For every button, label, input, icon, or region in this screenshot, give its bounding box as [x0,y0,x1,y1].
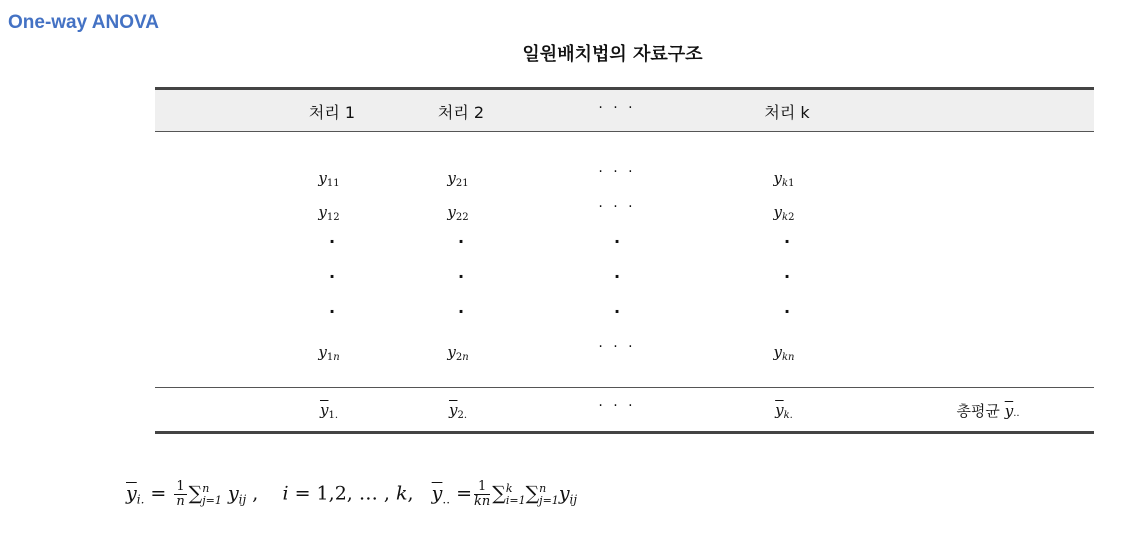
header-treatment-1: 처리 1 [308,103,356,122]
header-treatment-2: 처리 2 [437,103,485,122]
cell-vdots: · [457,267,465,286]
cell-vdots: · [328,267,336,286]
cell-ykn: $y_{kn}$ [773,343,795,363]
formula: $\overline{y}_{i.}$ = $\frac{1}{n}$ ∑ n j=1 $y_{ij}$ , i = 1,2, … , k, $\overline{y}_{..}$ = $\frac{1}{kn}$ ∑ k i=1 ∑ n j=1 $y_{ij}$ [126,479,578,509]
cell-vdots: · [783,267,791,286]
mean-yk: $\overline{y}_{k.}$ [775,401,793,421]
grand-mean-symbol: $\overline{y}$ [1004,402,1014,420]
means-rule [155,387,1094,388]
cell-yk1: $y_{k1}$ [773,169,795,189]
cell-y11: $y_{11}$ [318,169,340,189]
cell-ellipsis: · · · [598,339,636,355]
mean-y1: $\overline{y}_{1.}$ [319,401,339,421]
cell-vdots: · [457,302,465,321]
cell-vdots: · [613,302,621,321]
cell-vdots: · [783,232,791,251]
cell-vdots: · [328,232,336,251]
header-ellipsis: · · · [598,100,636,116]
cell-yk2: $y_{k2}$ [773,203,795,223]
cell-y2n: $y_{2n}$ [447,343,469,363]
header-rule [155,131,1094,132]
cell-vdots: · [783,302,791,321]
cell-ellipsis: · · · [598,164,636,180]
cell-vdots: · [613,267,621,286]
cell-y12: $y_{12}$ [318,203,340,223]
cell-y1n: $y_{1n}$ [318,343,340,363]
data-structure-table [155,87,1094,435]
cell-vdots: · [328,302,336,321]
cell-vdots: · [613,232,621,251]
cell-y22: $y_{22}$ [447,203,469,223]
grand-mean: 총평균 $\overline{y}$.. [956,402,1020,420]
bottom-rule [155,431,1094,434]
section-heading: One-way ANOVA [8,12,159,33]
cell-vdots: · [457,232,465,251]
mean-ellipsis: · · · [598,398,636,414]
cell-ellipsis: · · · [598,199,636,215]
header-treatment-k: 처리 k [764,103,810,122]
grand-mean-label: 총평균 [956,402,1000,420]
mean-y2: $\overline{y}_{2.}$ [448,401,468,421]
page-title: 일원배치법의 자료구조 [522,44,703,65]
cell-y21: $y_{21}$ [447,169,469,189]
